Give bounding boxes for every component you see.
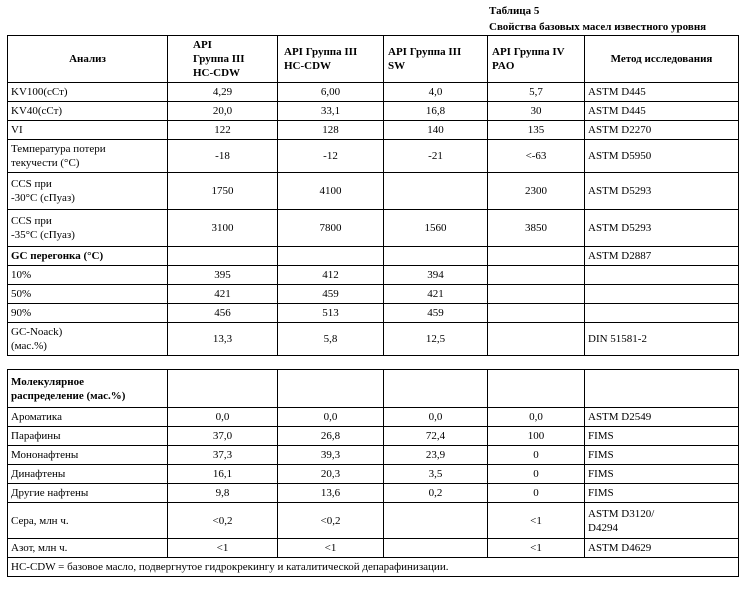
row2-value: 26,8 — [278, 427, 384, 446]
cell-line: CCS при — [11, 215, 52, 227]
row-method — [585, 266, 739, 285]
row-value: 459 — [384, 304, 488, 323]
row2-value — [384, 370, 488, 408]
table-row — [8, 323, 739, 356]
row-label: KV100(cСт) — [8, 83, 168, 102]
row-method — [585, 285, 739, 304]
row-label: GC перегонка (°С) — [8, 247, 168, 266]
table-row — [8, 408, 739, 427]
row2-value: <1 — [488, 503, 585, 539]
row-value: 122 — [168, 121, 278, 140]
row2-value: 37,0 — [168, 427, 278, 446]
row-label — [8, 173, 168, 210]
row2-value: 0,0 — [384, 408, 488, 427]
row-method: ASTM D5293 — [585, 173, 739, 210]
header-api-group-iii-hc-cdw-1 — [168, 36, 278, 83]
row-value — [384, 247, 488, 266]
row2-value — [278, 370, 384, 408]
header-method: Метод исследования — [585, 36, 739, 83]
row2-value: 0 — [488, 465, 585, 484]
row-method: ASTM D2270 — [585, 121, 739, 140]
row-method: DIN 51581-2 — [585, 323, 739, 356]
row-value: 513 — [278, 304, 384, 323]
header-row — [8, 36, 739, 83]
row-value — [488, 304, 585, 323]
row-label — [8, 323, 168, 356]
row2-value: 0,0 — [168, 408, 278, 427]
row-value: 1560 — [384, 210, 488, 247]
row2-label: Азот, млн ч. — [8, 539, 168, 558]
row2-value: <1 — [488, 539, 585, 558]
row2-value: 37,3 — [168, 446, 278, 465]
cell-line: -35°С (cПуаз) — [11, 229, 75, 241]
row-value: 412 — [278, 266, 384, 285]
row2-value: 13,6 — [278, 484, 384, 503]
row-value: 5,7 — [488, 83, 585, 102]
table-row — [8, 140, 739, 173]
row-value: 16,8 — [384, 102, 488, 121]
row-value: 6,00 — [278, 83, 384, 102]
cell-line: (мас.%) — [11, 340, 47, 352]
cell-line: Молекулярное — [11, 375, 85, 388]
cell-line: HC-CDW — [193, 67, 241, 79]
row-value: 7800 — [278, 210, 384, 247]
row-value: 135 — [488, 121, 585, 140]
cell-line: Температура потери — [11, 143, 106, 155]
table-row — [8, 210, 739, 247]
cell-line: HC-CDW — [284, 60, 332, 72]
row-value: 13,3 — [168, 323, 278, 356]
row2-method: ASTM D2549 — [585, 408, 739, 427]
row-value: 5,8 — [278, 323, 384, 356]
row-value: 33,1 — [278, 102, 384, 121]
header-api-group-iii-hc-cdw-2 — [278, 36, 384, 83]
footnote: HC-CDW = базовое масло, подвергнутое гидрокрекингу и каталитической депарафинизации. — [8, 558, 739, 577]
row-value: 3100 — [168, 210, 278, 247]
table-caption — [489, 3, 706, 35]
row2-method: FIMS — [585, 465, 739, 484]
row-value: 4100 — [278, 173, 384, 210]
row-value: 12,5 — [384, 323, 488, 356]
row2-value: <1 — [168, 539, 278, 558]
row-value: 1750 — [168, 173, 278, 210]
row2-value: 100 — [488, 427, 585, 446]
row-value: 2300 — [488, 173, 585, 210]
header-api-group-iv-pao — [488, 36, 585, 83]
table-row — [8, 121, 739, 140]
row-value: 30 — [488, 102, 585, 121]
table-row — [8, 539, 739, 558]
table-row — [8, 102, 739, 121]
row2-method: FIMS — [585, 427, 739, 446]
row2-method — [585, 370, 739, 408]
row2-value: 3,5 — [384, 465, 488, 484]
spacer-row — [8, 356, 739, 370]
row-value: 4,29 — [168, 83, 278, 102]
row-value — [168, 247, 278, 266]
row2-value: 39,3 — [278, 446, 384, 465]
cell-line: GC-Noack) — [11, 326, 63, 338]
row2-value: <0,2 — [168, 503, 278, 539]
row-value: 20,0 — [168, 102, 278, 121]
cell-line: CCS при — [11, 178, 52, 190]
row2-method: FIMS — [585, 446, 739, 465]
row-value: 4,0 — [384, 83, 488, 102]
properties-table — [7, 35, 739, 577]
row-value: 140 — [384, 121, 488, 140]
row2-value: 20,3 — [278, 465, 384, 484]
row-value — [384, 173, 488, 210]
table-title: Свойства базовых масел известного уровня — [489, 21, 707, 33]
table-number: Таблица 5 — [489, 5, 540, 17]
row2-value: 0 — [488, 446, 585, 465]
row-value: -18 — [168, 140, 278, 173]
row-value: 394 — [384, 266, 488, 285]
row-label — [8, 140, 168, 173]
row-value — [278, 247, 384, 266]
row2-label: Ароматика — [8, 408, 168, 427]
row2-value: 0,0 — [488, 408, 585, 427]
table-row — [8, 370, 739, 408]
row-method: ASTM D445 — [585, 83, 739, 102]
header-analysis: Анализ — [8, 36, 168, 83]
cell-line: Группа III — [193, 53, 245, 65]
cell-line: -30°С (cПуаз) — [11, 192, 75, 204]
row-method: ASTM D5293 — [585, 210, 739, 247]
row2-value: 23,9 — [384, 446, 488, 465]
row2-value: <0,2 — [278, 503, 384, 539]
table-row — [8, 484, 739, 503]
row2-value: 72,4 — [384, 427, 488, 446]
row-method — [585, 304, 739, 323]
cell-line: ASTM D3120/ — [588, 507, 655, 520]
cell-line: PAO — [492, 60, 515, 72]
row2-label: Парафины — [8, 427, 168, 446]
cell-line: D4294 — [588, 521, 618, 534]
row2-label: Другие нафтены — [8, 484, 168, 503]
row-value: 456 — [168, 304, 278, 323]
row-label: 10% — [8, 266, 168, 285]
row2-method: FIMS — [585, 484, 739, 503]
table-wrapper — [7, 35, 739, 577]
row2-value — [384, 503, 488, 539]
row2-value — [384, 539, 488, 558]
row-value: 459 — [278, 285, 384, 304]
table-row — [8, 446, 739, 465]
cell-line: SW — [388, 60, 406, 72]
cell-line: API Группа IV — [492, 46, 565, 58]
row-value: <-63 — [488, 140, 585, 173]
row-method: ASTM D5950 — [585, 140, 739, 173]
row-label: 50% — [8, 285, 168, 304]
row-value: 395 — [168, 266, 278, 285]
table-row — [8, 465, 739, 484]
table-row — [8, 427, 739, 446]
row2-method: ASTM D4629 — [585, 539, 739, 558]
table-row — [8, 266, 739, 285]
table-row — [8, 285, 739, 304]
row2-value: 9,8 — [168, 484, 278, 503]
row2-value: 0,2 — [384, 484, 488, 503]
row-method: ASTM D445 — [585, 102, 739, 121]
table-row — [8, 83, 739, 102]
row-label — [8, 210, 168, 247]
row-value — [488, 247, 585, 266]
row2-method — [585, 503, 739, 539]
table-row — [8, 247, 739, 266]
cell-line: распределение (мас.%) — [11, 389, 126, 402]
row2-value — [168, 370, 278, 408]
row-value: -12 — [278, 140, 384, 173]
row-label: VI — [8, 121, 168, 140]
row2-label: Сера, млн ч. — [8, 503, 168, 539]
row-value: 421 — [384, 285, 488, 304]
row-value: 128 — [278, 121, 384, 140]
row-value: 3850 — [488, 210, 585, 247]
cell-line: API Группа III — [284, 46, 358, 58]
row-value — [488, 266, 585, 285]
table-row — [8, 503, 739, 539]
row2-value: <1 — [278, 539, 384, 558]
footnote-row — [8, 558, 739, 577]
row2-label: Динафтены — [8, 465, 168, 484]
row2-value: 0,0 — [278, 408, 384, 427]
table-row — [8, 173, 739, 210]
row-label: 90% — [8, 304, 168, 323]
row-value: -21 — [384, 140, 488, 173]
row2-value: 0 — [488, 484, 585, 503]
spacer-cell — [8, 356, 739, 370]
row2-label: Мононафтены — [8, 446, 168, 465]
cell-line: текучести (°С) — [11, 157, 80, 169]
row-value: 421 — [168, 285, 278, 304]
cell-line: API Группа III — [388, 46, 462, 58]
row2-value — [488, 370, 585, 408]
cell-line: API — [193, 39, 212, 51]
row-method: ASTM D2887 — [585, 247, 739, 266]
row2-value: 16,1 — [168, 465, 278, 484]
header-api-group-iii-sw — [384, 36, 488, 83]
row2-label — [8, 370, 168, 408]
row-value — [488, 323, 585, 356]
table-row — [8, 304, 739, 323]
row-value — [488, 285, 585, 304]
row-label: KV40(cСт) — [8, 102, 168, 121]
